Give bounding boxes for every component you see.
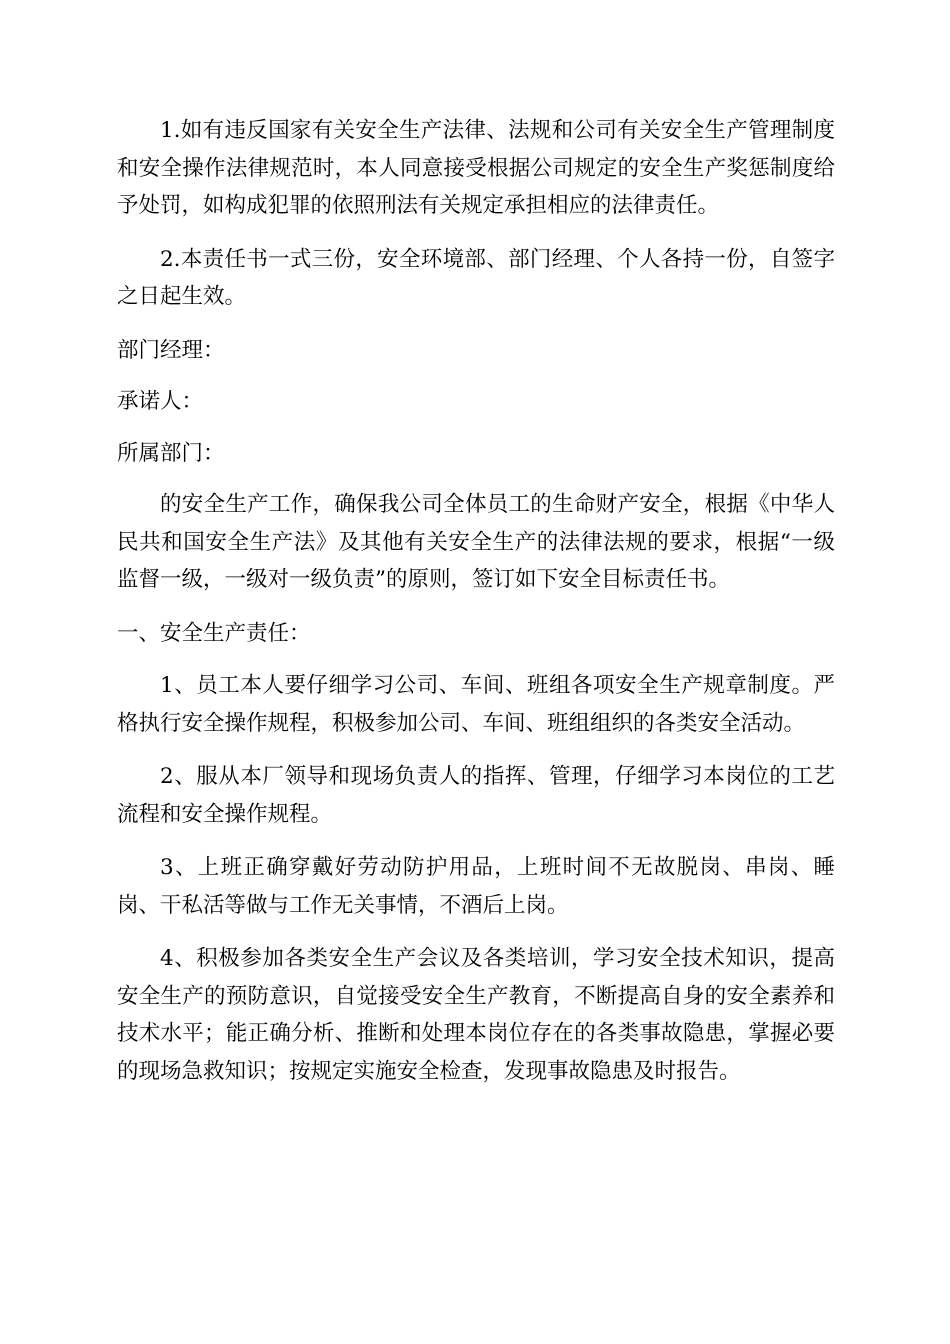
signature-department-manager: 部门经理： <box>117 337 225 363</box>
responsibility-item: 1、员工本人要仔细学习公司、车间、班组各项安全生产规章制度。严格执行安全操作规程，积极参加公司、车间、班组组织的各类安全活动。 <box>117 673 835 736</box>
signature-department: 所属部门： <box>117 440 225 466</box>
section-heading: 一、安全生产责任： <box>117 620 311 646</box>
responsibility-item: 2、服从本厂领导和现场负责人的指挥、管理，仔细学习本岗位的工艺流程和安全操作规程。 <box>117 764 835 827</box>
clause-penalty: 1.如有违反国家有关安全生产法律、法规和公司有关安全生产管理制度和安全操作法律规范时，本人同意接受根据公司规定的安全生产奖惩制度给予处罚，如构成犯罪的依照刑法有关规定承担相应的法律责任。 <box>117 118 835 218</box>
responsibility-item: 4、积极参加各类安全生产会议及各类培训，学习安全技术知识，提高安全生产的预防意识，自觉接受安全生产教育，不断提高自身的安全素养和技术水平；能正确分析、推断和处理本岗位存在的各类事故隐患，掌握必要的现场急救知识；按规定实施安全检查，发现事故隐患及时报告。 <box>117 946 835 1084</box>
document-body <box>117 112 835 1090</box>
signature-promisor: 承诺人： <box>117 389 204 414</box>
preamble-paragraph: 的安全生产工作，确保我公司全体员工的生命财产安全，根据《中华人民共和国安全生产法》及其他有关安全生产的法律法规的要求，根据“一级监督一级，一级对一级负责”的原则，签订如下安全目标责任书。 <box>117 492 835 592</box>
clause-copies: 2.本责任书一式三份，安全环境部、部门经理、个人各持一份，自签字之日起生效。 <box>117 246 835 309</box>
responsibility-item: 3、上班正确穿戴好劳动防护用品，上班时间不无故脱岗、串岗、睡岗、干私活等做与工作无关事情，不酒后上岗。 <box>117 855 835 918</box>
